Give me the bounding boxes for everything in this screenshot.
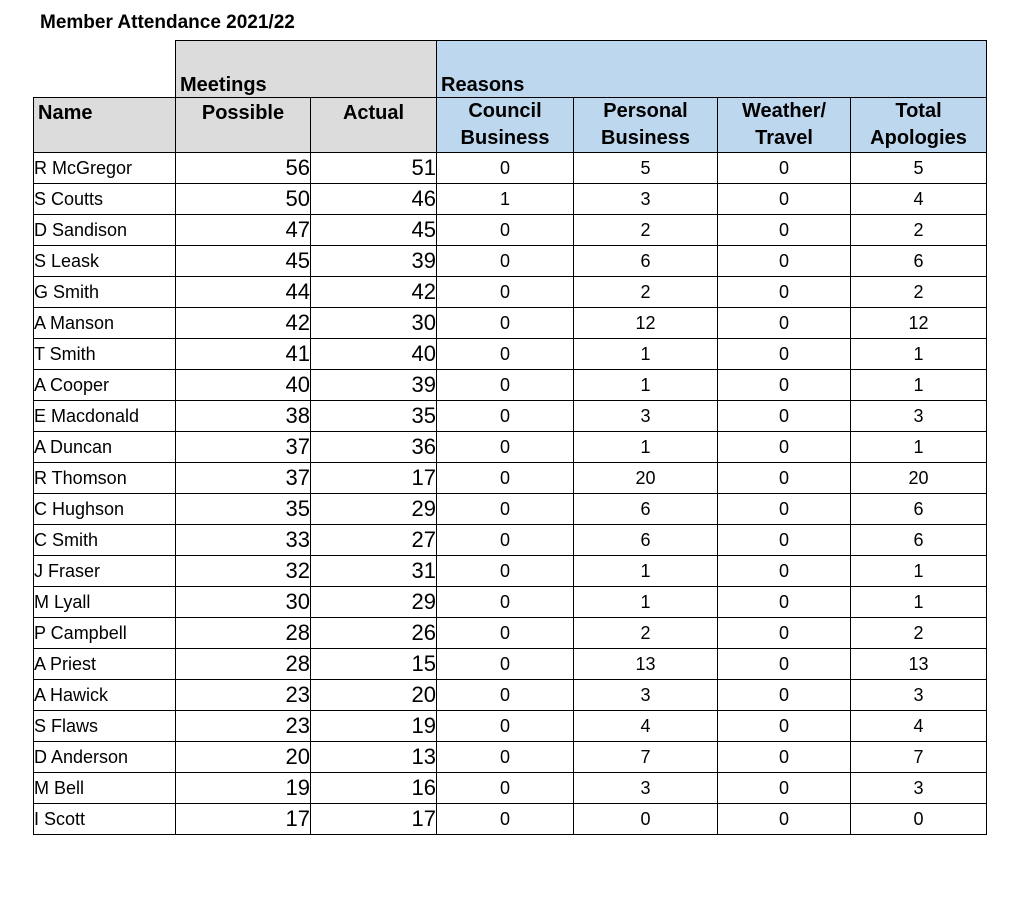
possible-cell: 20	[176, 742, 311, 773]
total-apologies-cell: 12	[851, 308, 987, 339]
actual-column-header: Actual	[311, 98, 437, 153]
council-business-cell: 0	[437, 463, 574, 494]
council-business-cell: 0	[437, 618, 574, 649]
total-apologies-cell: 1	[851, 587, 987, 618]
total-apologies-cell: 1	[851, 556, 987, 587]
personal-business-cell: 1	[574, 370, 718, 401]
possible-cell: 38	[176, 401, 311, 432]
possible-cell: 56	[176, 153, 311, 184]
actual-cell: 46	[311, 184, 437, 215]
personal-business-cell: 13	[574, 649, 718, 680]
council-business-cell: 0	[437, 339, 574, 370]
total-apologies-cell: 2	[851, 277, 987, 308]
weather-travel-cell: 0	[718, 494, 851, 525]
possible-cell: 19	[176, 773, 311, 804]
group-blank-cell	[34, 41, 176, 98]
member-name-cell: R Thomson	[34, 463, 176, 494]
council-business-cell: 0	[437, 246, 574, 277]
weather-travel-cell: 0	[718, 184, 851, 215]
header-line-2: Travel	[755, 127, 813, 149]
member-name-cell: G Smith	[34, 277, 176, 308]
table-row	[34, 494, 987, 525]
table-row	[34, 773, 987, 804]
weather-travel-cell: 0	[718, 246, 851, 277]
actual-cell: 39	[311, 246, 437, 277]
header-line-2: Business	[601, 127, 690, 149]
meetings-group-header: Meetings	[176, 41, 437, 98]
possible-cell: 17	[176, 804, 311, 835]
table-row	[34, 525, 987, 556]
personal-business-cell: 3	[574, 184, 718, 215]
weather-travel-cell: 0	[718, 432, 851, 463]
total-apologies-cell: 1	[851, 432, 987, 463]
possible-cell: 28	[176, 618, 311, 649]
header-line-2: Apologies	[870, 127, 967, 149]
weather-travel-cell: 0	[718, 711, 851, 742]
actual-cell: 13	[311, 742, 437, 773]
possible-cell: 45	[176, 246, 311, 277]
personal-business-cell: 1	[574, 556, 718, 587]
weather-travel-cell: 0	[718, 370, 851, 401]
header-line-1: Total	[895, 100, 942, 122]
personal-business-cell: 6	[574, 494, 718, 525]
council-business-cell: 0	[437, 494, 574, 525]
weather-travel-cell: 0	[718, 804, 851, 835]
weather-travel-column-header	[718, 98, 851, 153]
personal-business-cell: 2	[574, 277, 718, 308]
total-apologies-cell: 7	[851, 742, 987, 773]
total-apologies-cell: 4	[851, 711, 987, 742]
personal-business-column-header	[574, 98, 718, 153]
total-apologies-cell: 2	[851, 215, 987, 246]
council-business-cell: 0	[437, 432, 574, 463]
possible-cell: 28	[176, 649, 311, 680]
personal-business-cell: 2	[574, 618, 718, 649]
possible-cell: 23	[176, 711, 311, 742]
table-row	[34, 587, 987, 618]
possible-cell: 30	[176, 587, 311, 618]
personal-business-cell: 6	[574, 246, 718, 277]
council-business-cell: 0	[437, 742, 574, 773]
member-name-cell: T Smith	[34, 339, 176, 370]
member-name-cell: J Fraser	[34, 556, 176, 587]
council-business-column-header	[437, 98, 574, 153]
table-row	[34, 432, 987, 463]
total-apologies-cell: 5	[851, 153, 987, 184]
personal-business-cell: 0	[574, 804, 718, 835]
personal-business-cell: 3	[574, 680, 718, 711]
sheet-title: Member Attendance 2021/22	[40, 12, 295, 33]
actual-cell: 15	[311, 649, 437, 680]
possible-cell: 37	[176, 432, 311, 463]
column-header-row	[34, 98, 987, 153]
possible-cell: 40	[176, 370, 311, 401]
total-apologies-cell: 0	[851, 804, 987, 835]
actual-cell: 30	[311, 308, 437, 339]
actual-cell: 39	[311, 370, 437, 401]
member-name-cell: D Sandison	[34, 215, 176, 246]
member-name-cell: E Macdonald	[34, 401, 176, 432]
council-business-cell: 0	[437, 215, 574, 246]
total-apologies-cell: 4	[851, 184, 987, 215]
table-row	[34, 339, 987, 370]
weather-travel-cell: 0	[718, 308, 851, 339]
table-row	[34, 680, 987, 711]
member-name-cell: A Priest	[34, 649, 176, 680]
personal-business-cell: 6	[574, 525, 718, 556]
weather-travel-cell: 0	[718, 680, 851, 711]
weather-travel-cell: 0	[718, 277, 851, 308]
name-column-header: Name	[34, 98, 176, 153]
member-name-cell: A Hawick	[34, 680, 176, 711]
council-business-cell: 0	[437, 525, 574, 556]
header-line-1: Weather/	[741, 100, 827, 122]
total-apologies-cell: 3	[851, 773, 987, 804]
actual-cell: 17	[311, 804, 437, 835]
actual-cell: 26	[311, 618, 437, 649]
group-header-row	[34, 41, 987, 98]
weather-travel-cell: 0	[718, 215, 851, 246]
member-name-cell: R McGregor	[34, 153, 176, 184]
total-apologies-cell: 13	[851, 649, 987, 680]
table-row	[34, 277, 987, 308]
header-line-1: Council	[468, 100, 542, 122]
council-business-cell: 1	[437, 184, 574, 215]
total-apologies-cell: 6	[851, 525, 987, 556]
total-apologies-cell: 1	[851, 370, 987, 401]
council-business-cell: 0	[437, 308, 574, 339]
table-row	[34, 184, 987, 215]
weather-travel-cell: 0	[718, 463, 851, 494]
possible-column-header: Possible	[176, 98, 311, 153]
member-name-cell: M Bell	[34, 773, 176, 804]
possible-cell: 44	[176, 277, 311, 308]
weather-travel-cell: 0	[718, 401, 851, 432]
header-line-1: Personal	[603, 100, 688, 122]
weather-travel-cell: 0	[718, 618, 851, 649]
personal-business-cell: 1	[574, 339, 718, 370]
council-business-cell: 0	[437, 587, 574, 618]
member-name-cell: P Campbell	[34, 618, 176, 649]
actual-cell: 51	[311, 153, 437, 184]
table-row	[34, 153, 987, 184]
actual-cell: 35	[311, 401, 437, 432]
possible-cell: 37	[176, 463, 311, 494]
table-row	[34, 556, 987, 587]
total-apologies-cell: 6	[851, 494, 987, 525]
total-apologies-cell: 2	[851, 618, 987, 649]
possible-cell: 32	[176, 556, 311, 587]
council-business-cell: 0	[437, 649, 574, 680]
possible-cell: 33	[176, 525, 311, 556]
member-name-cell: S Flaws	[34, 711, 176, 742]
weather-travel-cell: 0	[718, 649, 851, 680]
header-line-2: Business	[460, 127, 550, 149]
table-row	[34, 370, 987, 401]
member-name-cell: A Manson	[34, 308, 176, 339]
actual-cell: 29	[311, 494, 437, 525]
actual-cell: 45	[311, 215, 437, 246]
table-row	[34, 742, 987, 773]
table-row	[34, 649, 987, 680]
total-apologies-cell: 1	[851, 339, 987, 370]
council-business-cell: 0	[437, 370, 574, 401]
possible-cell: 41	[176, 339, 311, 370]
weather-travel-cell: 0	[718, 587, 851, 618]
member-name-cell: A Cooper	[34, 370, 176, 401]
personal-business-cell: 4	[574, 711, 718, 742]
table-row	[34, 308, 987, 339]
actual-cell: 17	[311, 463, 437, 494]
possible-cell: 50	[176, 184, 311, 215]
weather-travel-cell: 0	[718, 153, 851, 184]
total-apologies-column-header	[851, 98, 987, 153]
member-name-cell: D Anderson	[34, 742, 176, 773]
council-business-cell: 0	[437, 277, 574, 308]
possible-cell: 47	[176, 215, 311, 246]
personal-business-cell: 5	[574, 153, 718, 184]
possible-cell: 42	[176, 308, 311, 339]
actual-cell: 19	[311, 711, 437, 742]
member-name-cell: C Hughson	[34, 494, 176, 525]
attendance-table	[33, 40, 987, 835]
actual-cell: 42	[311, 277, 437, 308]
weather-travel-cell: 0	[718, 556, 851, 587]
personal-business-cell: 2	[574, 215, 718, 246]
personal-business-cell: 7	[574, 742, 718, 773]
council-business-cell: 0	[437, 556, 574, 587]
member-name-cell: M Lyall	[34, 587, 176, 618]
table-row	[34, 463, 987, 494]
weather-travel-cell: 0	[718, 339, 851, 370]
council-business-cell: 0	[437, 773, 574, 804]
member-name-cell: C Smith	[34, 525, 176, 556]
personal-business-cell: 3	[574, 401, 718, 432]
member-name-cell: I Scott	[34, 804, 176, 835]
table-row	[34, 246, 987, 277]
table-row	[34, 804, 987, 835]
possible-cell: 35	[176, 494, 311, 525]
total-apologies-cell: 3	[851, 401, 987, 432]
table-row	[34, 618, 987, 649]
weather-travel-cell: 0	[718, 742, 851, 773]
actual-cell: 31	[311, 556, 437, 587]
reasons-group-header: Reasons	[437, 41, 987, 98]
weather-travel-cell: 0	[718, 773, 851, 804]
table-row	[34, 401, 987, 432]
personal-business-cell: 12	[574, 308, 718, 339]
total-apologies-cell: 3	[851, 680, 987, 711]
actual-cell: 20	[311, 680, 437, 711]
personal-business-cell: 20	[574, 463, 718, 494]
council-business-cell: 0	[437, 153, 574, 184]
possible-cell: 23	[176, 680, 311, 711]
member-name-cell: S Coutts	[34, 184, 176, 215]
council-business-cell: 0	[437, 401, 574, 432]
actual-cell: 27	[311, 525, 437, 556]
total-apologies-cell: 20	[851, 463, 987, 494]
actual-cell: 29	[311, 587, 437, 618]
total-apologies-cell: 6	[851, 246, 987, 277]
member-name-cell: A Duncan	[34, 432, 176, 463]
council-business-cell: 0	[437, 711, 574, 742]
actual-cell: 16	[311, 773, 437, 804]
personal-business-cell: 1	[574, 587, 718, 618]
member-name-cell: S Leask	[34, 246, 176, 277]
table-row	[34, 711, 987, 742]
actual-cell: 40	[311, 339, 437, 370]
actual-cell: 36	[311, 432, 437, 463]
table-row	[34, 215, 987, 246]
council-business-cell: 0	[437, 680, 574, 711]
weather-travel-cell: 0	[718, 525, 851, 556]
council-business-cell: 0	[437, 804, 574, 835]
personal-business-cell: 3	[574, 773, 718, 804]
personal-business-cell: 1	[574, 432, 718, 463]
